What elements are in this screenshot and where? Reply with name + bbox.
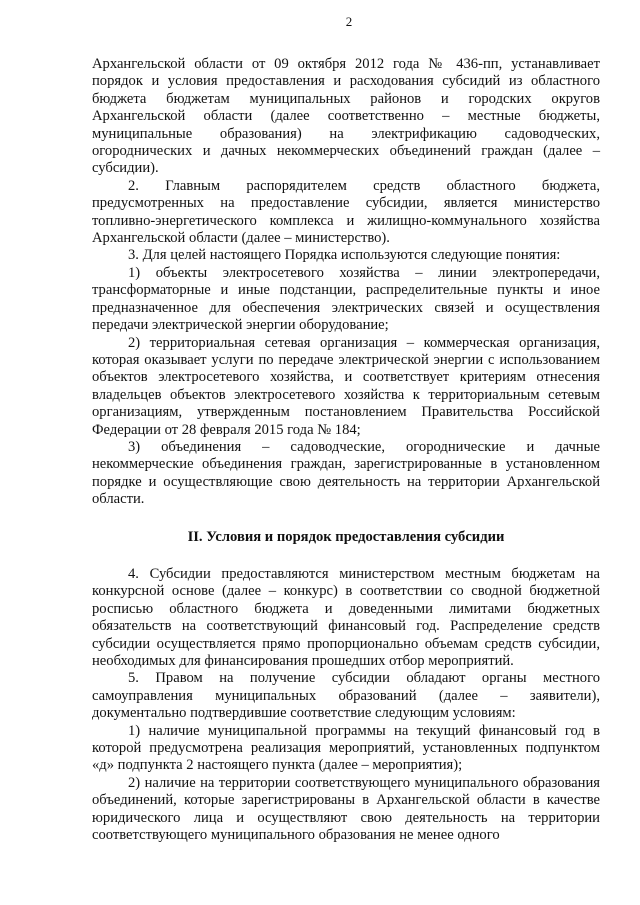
paragraph-item-5: 5. Правом на получение субсидии обладают органы местного самоуправления муниципальных образований (далее – заявители), документально подтвердившие соответствие следующим условиям: (92, 670, 600, 722)
paragraph-definition-2: 2) территориальная сетевая организация – коммерческая организация, которая оказывает услуги по передаче электрической энергии с использованием объектов электросетевого хозяйства, и соответствует критериям отнесения владельцев объектов электросетевого хозяйства к территориальным сетевым организациям, утвержденным постановлением Правительства Российской Федерации от 28 февраля 2015 года № 184; (92, 334, 600, 438)
paragraph-item-3: 3. Для целей настоящего Порядка используются следующие понятия: (128, 247, 561, 264)
paragraph-definition-3: 3) объединения – садоводческие, огороднические и дачные некоммерческие объединения граждан, зарегистрированные в установленном порядке и осуществляющие свою деятельность на территории Архангельской области. (92, 438, 600, 508)
paragraph-condition-2: 2) наличие на территории соответствующего муниципального образования объединений, которые зарегистрированы в Архангельской области в качестве юридического лица и осуществляют свою деятельность на территории соответствующего муниципального образования не менее одного (92, 774, 600, 844)
section-heading: II. Условия и порядок предоставления субсидии (187, 528, 505, 545)
paragraph-condition-1: 1) наличие муниципальной программы на текущий финансовый год в которой предусмотрена реализация мероприятий, установленных подпунктом «д» подпункта 2 настоящего пункта (далее – мероприятия); (92, 722, 600, 774)
paragraph-item-2: 2. Главным распорядителем средств областного бюджета, предусмотренных на предоставление субсидии, является министерство топливно-энергетического комплекса и жилищно-коммунального хозяйства Архангельской области (далее – министерство). (92, 177, 600, 247)
paragraph-intro-continuation: Архангельской области от 09 октября 2012 года № 436-пп, устанавливает порядок и условия предоставления и расходования субсидий из областного бюджета бюджетам муниципальных районов и городских округов Архангельской области (далее соответственно – местные бюджеты, муниципальные образования) на электрификацию садоводческих, огороднических и дачных некоммерческих объединений граждан (далее – субсидии). (92, 56, 600, 177)
page-number: 2 (345, 14, 353, 29)
paragraph-item-4: 4. Субсидии предоставляются министерством местным бюджетам на конкурсной основе (далее – конкурс) в соответствии со сводной бюджетной росписью областного бюджета и доведенными лимитами бюджетных обязательств на соответствующий финансовый год. Распределение средств субсидии осуществляется прямо пропорционально объемам средств субсидии, необходимых для финансирования прошедших отбор мероприятий. (92, 565, 600, 669)
paragraph-definition-1: 1) объекты электросетевого хозяйства – линии электропередачи, трансформаторные и иные подстанции, распределительные пункты и иное предназначенное для обеспечения электрических связей и осуществления передачи электрической энергии оборудование; (92, 264, 600, 334)
